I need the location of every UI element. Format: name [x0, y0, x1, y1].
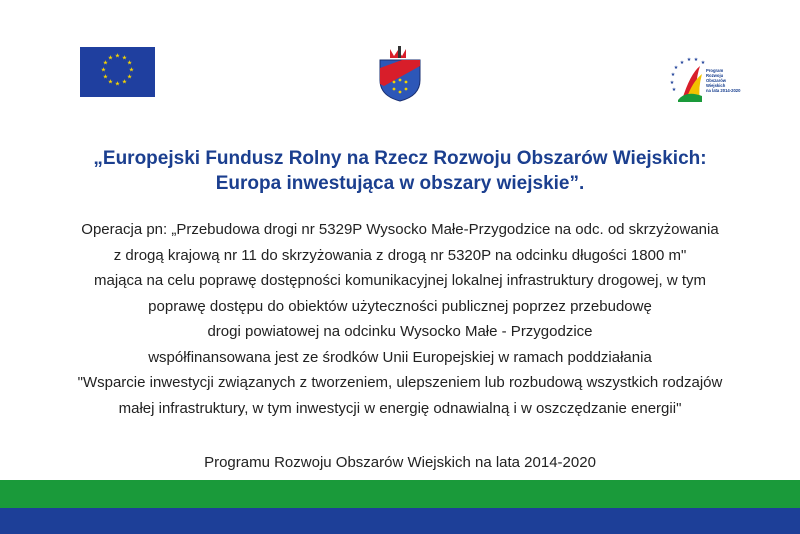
svg-text:★: ★ [121, 54, 128, 62]
svg-text:★: ★ [673, 65, 679, 71]
body-line: małej infrastruktury, w tym inwestycji w energię odnawialną i w oszczędzanie energii" [118, 399, 682, 417]
svg-text:★: ★ [114, 52, 121, 60]
prow-logo-text: Program Rozwoju Obszarów Wiejskich na lata 2014-2020 [706, 68, 741, 93]
operation-description [0, 217, 800, 421]
svg-text:★: ★ [102, 59, 109, 67]
svg-text:★: ★ [102, 73, 109, 81]
coat-of-arms-icon [376, 46, 424, 102]
svg-text:★: ★ [114, 80, 121, 88]
green-band [0, 480, 800, 508]
svg-text:★: ★ [671, 87, 677, 93]
body-line: z drogą krajową nr 11 do skrzyżowania z drogą nr 5320P na odcinku długości 1800 m" [113, 246, 687, 264]
body-line: "Wsparcie inwestycji związanych z tworzeniem, ulepszeniem lub rozbudową wszystkich rodzajów [77, 374, 723, 391]
program-line: Programu Rozwoju Obszarów Wiejskich na lata 2014-2020 [204, 454, 596, 471]
svg-text:★: ★ [100, 66, 107, 74]
svg-text:★: ★ [686, 57, 692, 63]
headline-line-1: „Europejski Fundusz Rolny na Rzecz Rozwoju Obszarów Wiejskich: [93, 148, 707, 169]
svg-text:★: ★ [126, 59, 133, 67]
svg-text:★: ★ [121, 78, 128, 86]
svg-text:★: ★ [126, 73, 133, 81]
headline [0, 146, 800, 196]
blue-band [0, 508, 800, 534]
body-line: mająca na celu poprawę dostępności komunikacyjnej lokalnej infrastruktury drogowej, w tym [94, 272, 706, 289]
svg-text:★: ★ [669, 80, 675, 86]
svg-text:★: ★ [693, 57, 699, 63]
eu-flag-icon [80, 47, 155, 97]
svg-text:★: ★ [700, 60, 706, 66]
body-line: poprawę dostępu do obiektów użyteczności publicznej poprzez przebudowę [148, 297, 652, 315]
body-line: współfinansowana jest ze środków Unii Europejskiej w ramach poddziałania [148, 348, 652, 366]
svg-text:★: ★ [128, 66, 135, 74]
headline-line-2: Europa inwestująca w obszary wiejskie”. [215, 173, 585, 194]
svg-text:★: ★ [107, 78, 114, 86]
svg-text:★: ★ [679, 60, 685, 66]
body-line: Operacja pn: „Przebudowa drogi nr 5329P Wysocko Małe-Przygodzice na odc. od skrzyżowania [81, 221, 719, 238]
svg-text:★: ★ [670, 72, 676, 78]
body-line: drogi powiatowej na odcinku Wysocko Małe - Przygodzice [207, 323, 593, 340]
svg-text:★: ★ [107, 54, 114, 62]
